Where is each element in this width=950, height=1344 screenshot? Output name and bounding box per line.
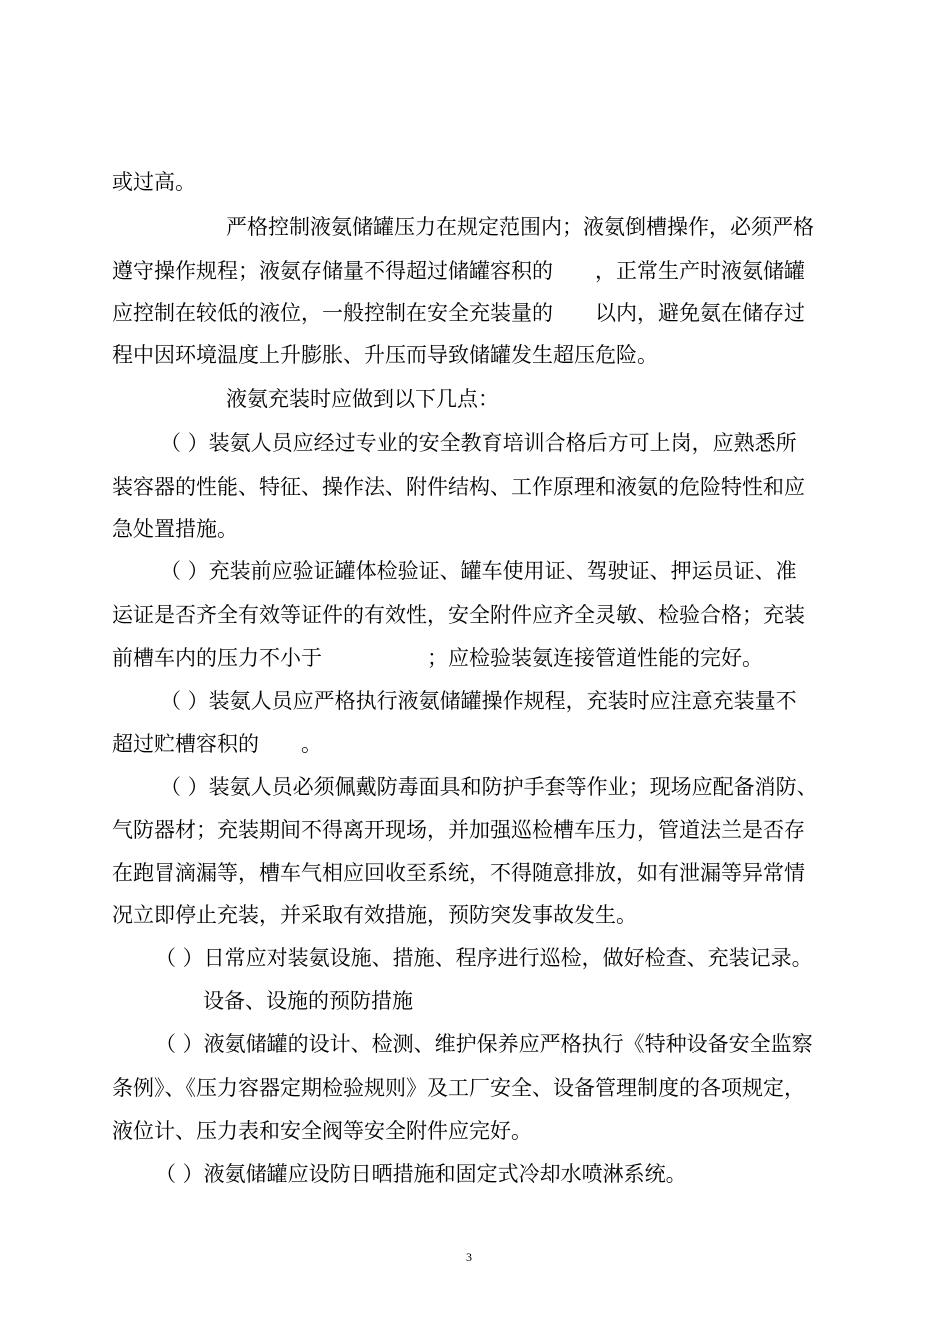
paragraph-line: 程中因环境温度上升膨胀、升压而导致储罐发生超压危险。	[112, 343, 658, 367]
paragraph-line: 前槽车内的压力不小于 ；应检验装氨连接管道性能的完好。	[112, 646, 763, 670]
section-heading: 液氨充装时应做到以下几点：	[226, 387, 499, 411]
paragraph-line: 况立即停止充装，并采取有效措施，预防突发事故发生。	[112, 903, 637, 927]
paragraph-line: 超过贮槽容积的 。	[112, 732, 322, 756]
paragraph-line: 装容器的性能、特征、操作法、附件结构、工作原理和液氨的危险特性和应	[112, 475, 805, 499]
list-item: （ ）装氨人员应经过专业的安全教育培训合格后方可上岗，应熟悉所	[160, 431, 797, 455]
section-heading: 设备、设施的预防措施	[203, 989, 413, 1013]
paragraph-line: 急处置措施。	[112, 517, 238, 541]
list-item: （ ）液氨储罐应设防日晒措施和固定式冷却水喷淋系统。	[155, 1162, 687, 1186]
list-item: （ ）日常应对装氨设施、措施、程序进行巡检，做好检查、充装记录。	[155, 946, 813, 970]
page-number: 3	[466, 1250, 472, 1264]
paragraph-line: 遵守操作规程；液氨存储量不得超过储罐容积的 ，正常生产时液氨储罐	[112, 259, 805, 283]
paragraph-line: 条例》、《压力容器定期检验规则》及工厂安全、设备管理制度的各项规定，	[112, 1076, 805, 1100]
paragraph-line: 运证是否齐全有效等证件的有效性，安全附件应齐全灵敏、检验合格；充装	[112, 603, 805, 627]
paragraph-line: 气防器材；充装期间不得离开现场，并加强巡检槽车压力，管道法兰是否存	[112, 818, 805, 842]
paragraph-line: 在跑冒滴漏等，槽车气相应回收至系统，不得随意排放，如有泄漏等异常情	[112, 861, 805, 885]
paragraph-line: 液位计、压力表和安全阀等安全附件应完好。	[112, 1119, 532, 1143]
list-item: （ ）装氨人员必须佩戴防毒面具和防护手套等作业；现场应配备消防、	[160, 775, 818, 799]
paragraph-line: 严格控制液氨储罐压力在规定范围内；液氨倒槽操作，必须严格	[226, 215, 814, 239]
list-item: （ ）装氨人员应严格执行液氨储罐操作规程，充装时应注意充装量不	[160, 689, 797, 713]
list-item: （ ）液氨储罐的设计、检测、维护保养应严格执行《特种设备安全监察	[155, 1032, 813, 1056]
list-item: （ ）充装前应验证罐体检验证、罐车使用证、驾驶证、押运员证、准	[160, 559, 797, 583]
paragraph-line: 或过高。	[112, 170, 196, 194]
paragraph-line: 应控制在较低的液位，一般控制在安全充装量的 以内，避免氨在储存过	[112, 301, 805, 325]
